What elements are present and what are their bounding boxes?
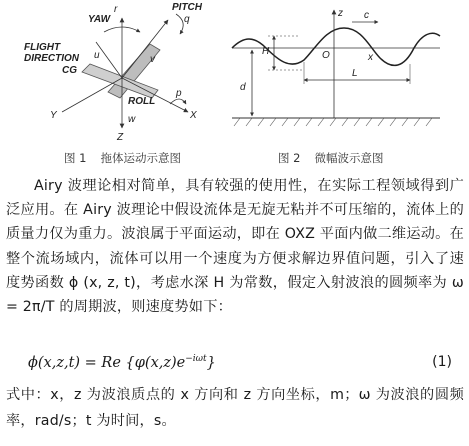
y-axis-line [62, 78, 122, 112]
figure1-diagram [24, 2, 203, 143]
wave-H-label: H [262, 46, 270, 57]
cg-label: CG [62, 65, 77, 76]
figures-area [0, 0, 469, 148]
figures-svg [0, 0, 469, 148]
w-label: w [128, 114, 136, 125]
x-axis-label: X [190, 110, 197, 121]
pitch-label: PITCH [172, 2, 202, 13]
equation-close: } [206, 354, 216, 371]
wave-L-label: L [352, 68, 358, 79]
explanation-paragraph: 式中：x，z 为波浪质点的 x 方向和 z 方向坐标，m；ω 为波浪的圆频率，rad/s；t 为时间，s。 [6, 387, 464, 429]
wave-z-label: z [338, 8, 343, 19]
equation-number: (1) [432, 354, 452, 370]
q-axis [122, 20, 168, 78]
figure2-caption [278, 150, 383, 166]
roll-arc [170, 99, 186, 104]
equation-expression [28, 354, 216, 371]
figure2-caption-text: 微幅波示意图 [314, 151, 384, 165]
figure1-caption-text: 拖体运动示意图 [100, 151, 181, 165]
roll-label: ROLL [128, 96, 156, 107]
v-label: v [150, 54, 155, 65]
body-paragraph [6, 174, 464, 319]
q-label: q [184, 14, 190, 25]
wave-x-label: x [368, 52, 373, 63]
figure2-caption-number: 图 2 [278, 151, 301, 165]
z-axis-label: Z [117, 132, 124, 143]
figure2-diagram [232, 8, 440, 126]
p-label: p [176, 88, 182, 99]
equation-lhs: ϕ(x,z,t) [28, 354, 81, 371]
wave-c-label: c [364, 10, 369, 21]
pitch-arc [176, 14, 183, 34]
figure1-caption [64, 150, 181, 166]
u-label: u [94, 50, 100, 61]
yaw-label: YAW [88, 14, 111, 25]
equation-rhs: = Re {φ(x,z)e [84, 354, 186, 371]
flight-direction-label-2: DIRECTION [24, 53, 79, 64]
equation-1 [6, 352, 464, 378]
r-label: r [114, 4, 118, 15]
wave-d-label: d [240, 82, 246, 93]
equation-exponent: −iωt [185, 354, 207, 364]
body-paragraph-text: Airy 波理论相对简单，具有较强的使用性，在实际工程领域得到广泛应用。在 Airy 波理论中假设流体是无旋无粘并不可压缩的，流体上的质量力仅为重力。波浪属于平面运动，即在 OXZ 平面内做二维运动。在整个流场域内，流体可以用一个速度为方便求解边界值问题，引入了速度势函数 ϕ (x, z, t)，考虑水深 H 为常数，假定入射波浪的圆频率为 ω = 2π/T 的周期波，则速度势如下： [6, 178, 464, 316]
figure1-caption-number: 图 1 [64, 151, 87, 165]
seabed-hatching [234, 118, 432, 126]
y-axis-label: Y [50, 110, 57, 121]
wave-O-label: O [322, 50, 330, 61]
flight-direction-label-1: FLIGHT [24, 42, 61, 53]
